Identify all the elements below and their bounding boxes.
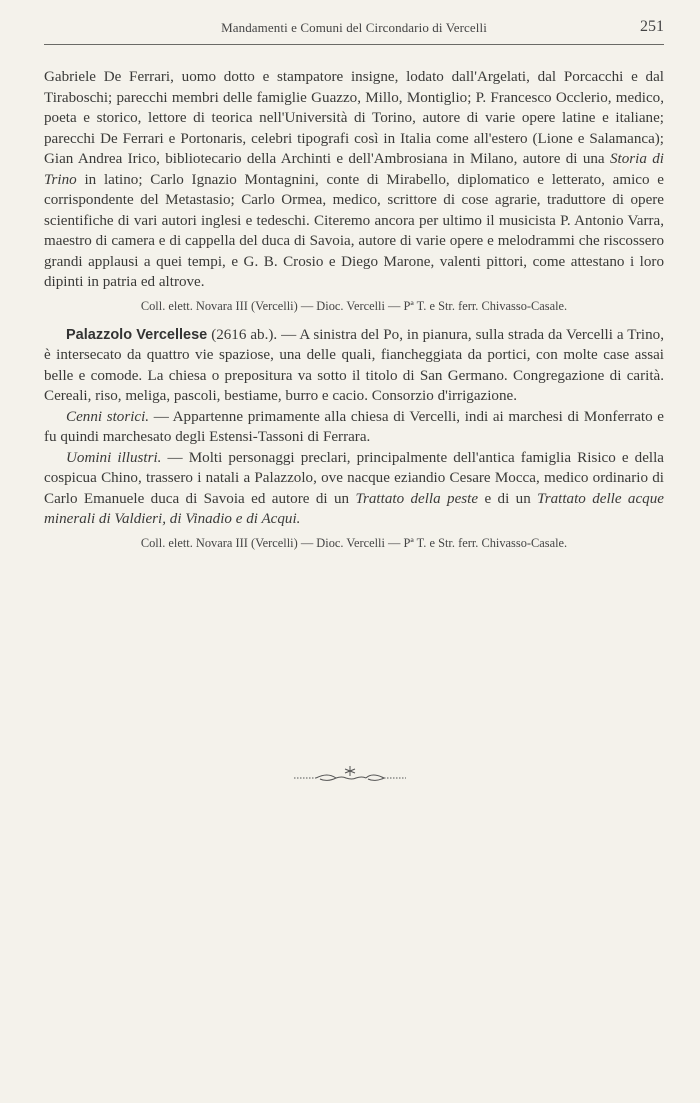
running-title: Mandamenti e Comuni del Circondario di Vercelli — [221, 20, 487, 35]
paragraph-text: e di un — [484, 490, 531, 507]
paragraph-text: — Appartenne primamente alla chiesa di Vercelli, indi ai marchesi di Monferrato e fu quindi marchesato degli Estensi-Tassoni di Ferrara. — [44, 408, 664, 445]
paragraph-text: — Molti personaggi preclari, principalmente dell'antica famiglia Risico e della cospicua Chino, trassero i natali a Palazzolo, ove nacque eziandio Cesare Mocca, medico ordinario di Carlo Emanuele duca di Savoia ed autore di un — [44, 449, 664, 507]
italic-title: Storia di Trino — [44, 151, 664, 188]
ornament-divider-icon — [290, 764, 410, 788]
paragraph-notable-people-trino — [44, 67, 664, 293]
entry-text: (2616 ab.). — A sinistra del Po, in pianura, sulla strada da Vercelli a Trino, è intersecato da quattro vie spaziose, una delle quali, fiancheggiata da portici, con molte case assai belle e comode. La chiesa o prepositura va sotto il titolo di San Germano. Congregazione di carità. Cereali, riso, meliga, pascoli, bestiame, burro e cacio. Consorzio d'irrigazione. — [44, 326, 664, 404]
reference-line: Coll. elett. Novara III (Vercelli) — Dioc. Vercelli — Pª T. e Str. ferr. Chivasso-Casale. — [140, 298, 568, 313]
reference-line: Coll. elett. Novara III (Vercelli) — Dioc. Vercelli — Pª T. e Str. ferr. Chivasso-Casale. — [140, 535, 568, 550]
paragraph-cenni-storici — [44, 407, 664, 448]
section-label: Cenni storici. — [66, 408, 150, 425]
entry-palazzolo — [44, 325, 664, 407]
page-body — [44, 67, 664, 562]
paragraph-uomini-illustri — [44, 448, 664, 530]
italic-title: Trattato delle acque minerali di Valdieri, di Vinadio e di Acqui. — [44, 490, 664, 527]
paragraph-text: Gabriele De Ferrari, uomo dotto e stampatore insigne, lodato dall'Argelati, dal Porcacchi e dal Tiraboschi; parecchi membri delle famiglie Guazzo, Millo, Montiglio; P. Francesco Occlerio, medico, poeta e storico, lettore di teorica nell'Università di Torino, autore di varie opere latine e italiane; parecchi De Ferrari e Portonaris, celebri tipografi così in Italia come all'estero (Lione e Salamanca); Gian Andrea Irico, bibliotecario della Archinti e dell'Ambrosiana in Milano, autore di una — [44, 69, 664, 167]
page-header — [44, 18, 664, 45]
paragraph-text: in latino; Carlo Ignazio Montagnini, conte di Mirabello, diplomatico e letterato, amico e corrispondente del Metastasio; Carlo Ormea, medico, scrittore di cose agrarie, traduttore di opere scientifiche di vari autori inglesi e tedeschi. Citeremo ancora per ultimo il musicista P. Antonio Varra, maestro di camera e di cappella del duca di Savoia, autore di varie opere e melodrammi che riscossero grandi applausi a quei tempi, e G. B. Crosio e Diego Marone, valenti pittori, come attestano i loro dipinti in patria ed altrove. — [44, 171, 664, 290]
page-number: 251 — [640, 18, 664, 35]
italic-title: Trattato della peste — [355, 490, 479, 507]
entry-heading: Palazzolo Vercellese — [66, 326, 208, 343]
section-label: Uomini illustri. — [66, 449, 162, 466]
